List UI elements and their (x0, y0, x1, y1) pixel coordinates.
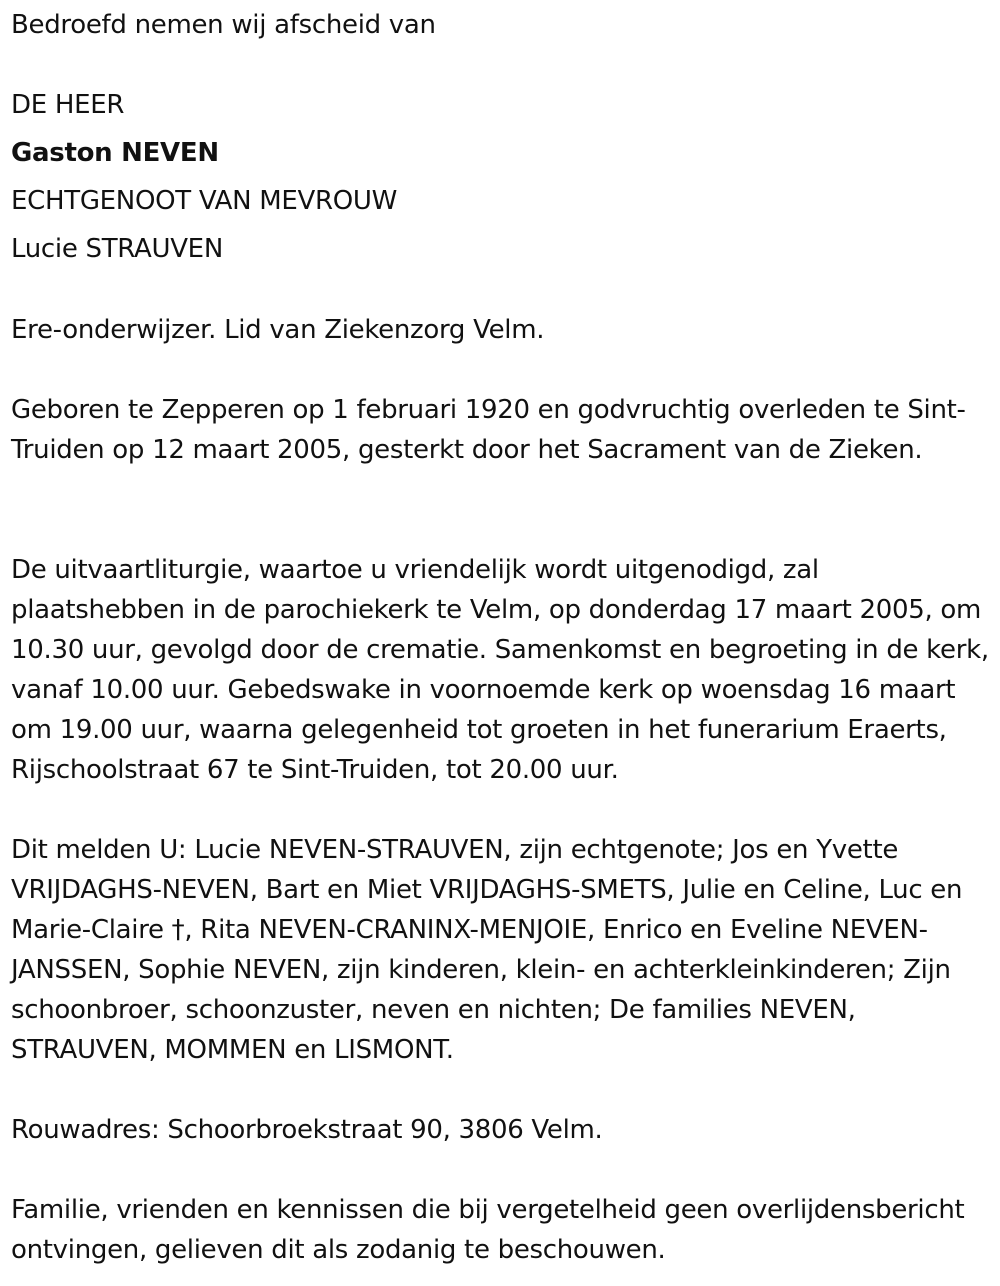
spouse-prefix: ECHTGENOOT VAN MEVROUW (11, 186, 398, 216)
announcers-paragraph: Dit melden U: Lucie NEVEN-STRAUVEN, zijn echtgenote; Jos en Yvette VRIJDAGHS-NEVEN, Bart en Miet VRIJDAGHS-SMETS, Julie en Celine, Luc en Marie-Claire †, Rita NEVEN-CRANINX-MENJOIE, Enrico en Eveline NEVEN-JANSSEN, Sophie NEVEN, zijn kinderen, klein- en achterkleinkinderen; Zijn schoonbroer, schoonzuster, neven en nichten; De families NEVEN, STRAUVEN, MOMMEN en LISMONT. (11, 835, 963, 1065)
spouse-name: Lucie STRAUVEN (11, 234, 223, 264)
deceased-name: Gaston NEVEN (11, 138, 219, 168)
profession-text: Ere-onderwijzer. Lid van Ziekenzorg Velm. (11, 315, 545, 345)
mourning-address: Rouwadres: Schoorbroekstraat 90, 3806 Velm. (11, 1115, 603, 1145)
birth-death-paragraph: Geboren te Zepperen op 1 februari 1920 en godvruchtig overleden te Sint-Truiden op 12 maart 2005, gesterkt door het Sacrament van de Zieken. (11, 395, 966, 465)
title-prefix: DE HEER (11, 90, 125, 120)
closing-paragraph: Familie, vrienden en kennissen die bij vergetelheid geen overlijdensbericht ontvingen, gelieven dit als zodanig te beschouwen. (11, 1195, 965, 1265)
funeral-paragraph: De uitvaartliturgie, waartoe u vriendelijk wordt uitgenodigd, zal plaatshebben in de parochiekerk te Velm, op donderdag 17 maart 2005, om 10.30 uur, gevolgd door de crematie. Samenkomst en begroeting in de kerk, vanaf 10.00 uur. Gebedswake in voornoemde kerk op woensdag 16 maart om 19.00 uur, waarna gelegenheid tot groeten in het funerarium Eraerts, Rijschoolstraat 67 te Sint-Truiden, tot 20.00 uur. (11, 555, 989, 785)
intro-text: Bedroefd nemen wij afscheid van (11, 10, 436, 40)
